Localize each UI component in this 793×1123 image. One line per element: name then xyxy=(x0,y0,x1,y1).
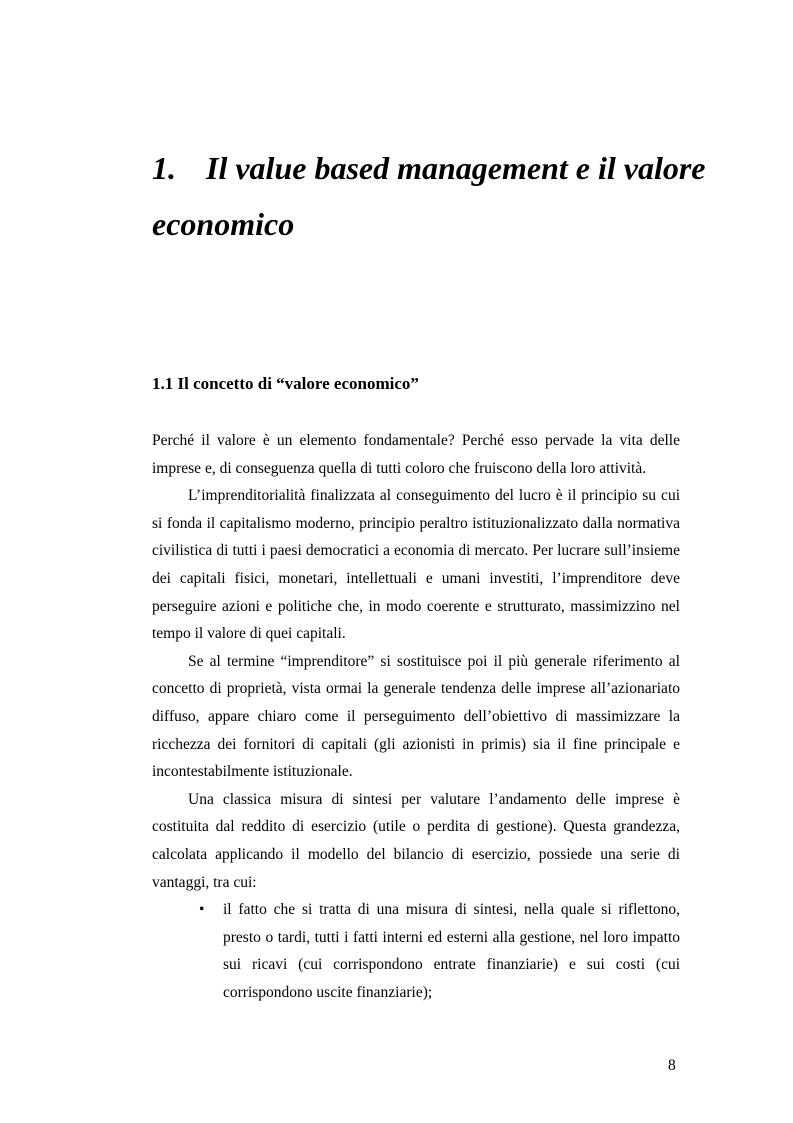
bullet-item xyxy=(152,896,680,1006)
paragraph: Perché il valore è un elemento fondamentale? Perché esso pervade la vita delle imprese e, di conseguenza quella di tutti coloro che fruiscono della loro attività. xyxy=(152,432,680,477)
bullet-list xyxy=(152,896,680,1006)
paragraph: Se al termine “imprenditore” si sostituisce poi il più generale riferimento al concetto di proprietà, vista ormai la generale tendenza delle imprese all’azionariato diffuso, appare chiaro come il perseguimento dell’obiettivo di massimizzare la ricchezza dei fornitori di capitali (gli azionisti in primis) sia il fine principale e incontestabilmente istituzionale. xyxy=(152,652,680,781)
body-text xyxy=(152,427,680,1006)
section-heading: 1.1 Il concetto di “valore economico” xyxy=(152,374,419,393)
chapter-title xyxy=(152,140,712,252)
page-number: 8 xyxy=(668,1057,676,1074)
chapter-number: 1. xyxy=(152,150,176,186)
paragraph: Una classica misura di sintesi per valutare l’andamento delle imprese è costituita dal reddito di esercizio (utile o perdita di gestione). Questa grandezza, calcolata applicando il modello del bilancio di esercizio, possiede una serie di vantaggi, tra cui: xyxy=(152,790,680,891)
bullet-text: il fatto che si tratta di una misura di sintesi, nella quale si riflettono, presto o tardi, tutti i fatti interni ed esterni alla gestione, nel loro impatto sui ricavi (cui corrispondono entrate finanziarie) e sui costi (cui corrispondono uscite finanziarie); xyxy=(223,901,680,1001)
paragraph: L’imprenditorialità finalizzata al conseguimento del lucro è il principio su cui si fonda il capitalismo moderno, principio peraltro istituzionalizzato dalla normativa civilistica di tutti i paesi democratici a economia di mercato. Per lucrare sull’insieme dei capitali fisici, monetari, intellettuali e umani investiti, l’imprenditore deve perseguire azioni e politiche che, in modo coerente e strutturato, massimizzino nel tempo il valore di quei capitali. xyxy=(152,487,680,643)
bullet-icon: • xyxy=(199,901,205,919)
chapter-title-text: Il value based management e il valore economico xyxy=(152,150,706,242)
